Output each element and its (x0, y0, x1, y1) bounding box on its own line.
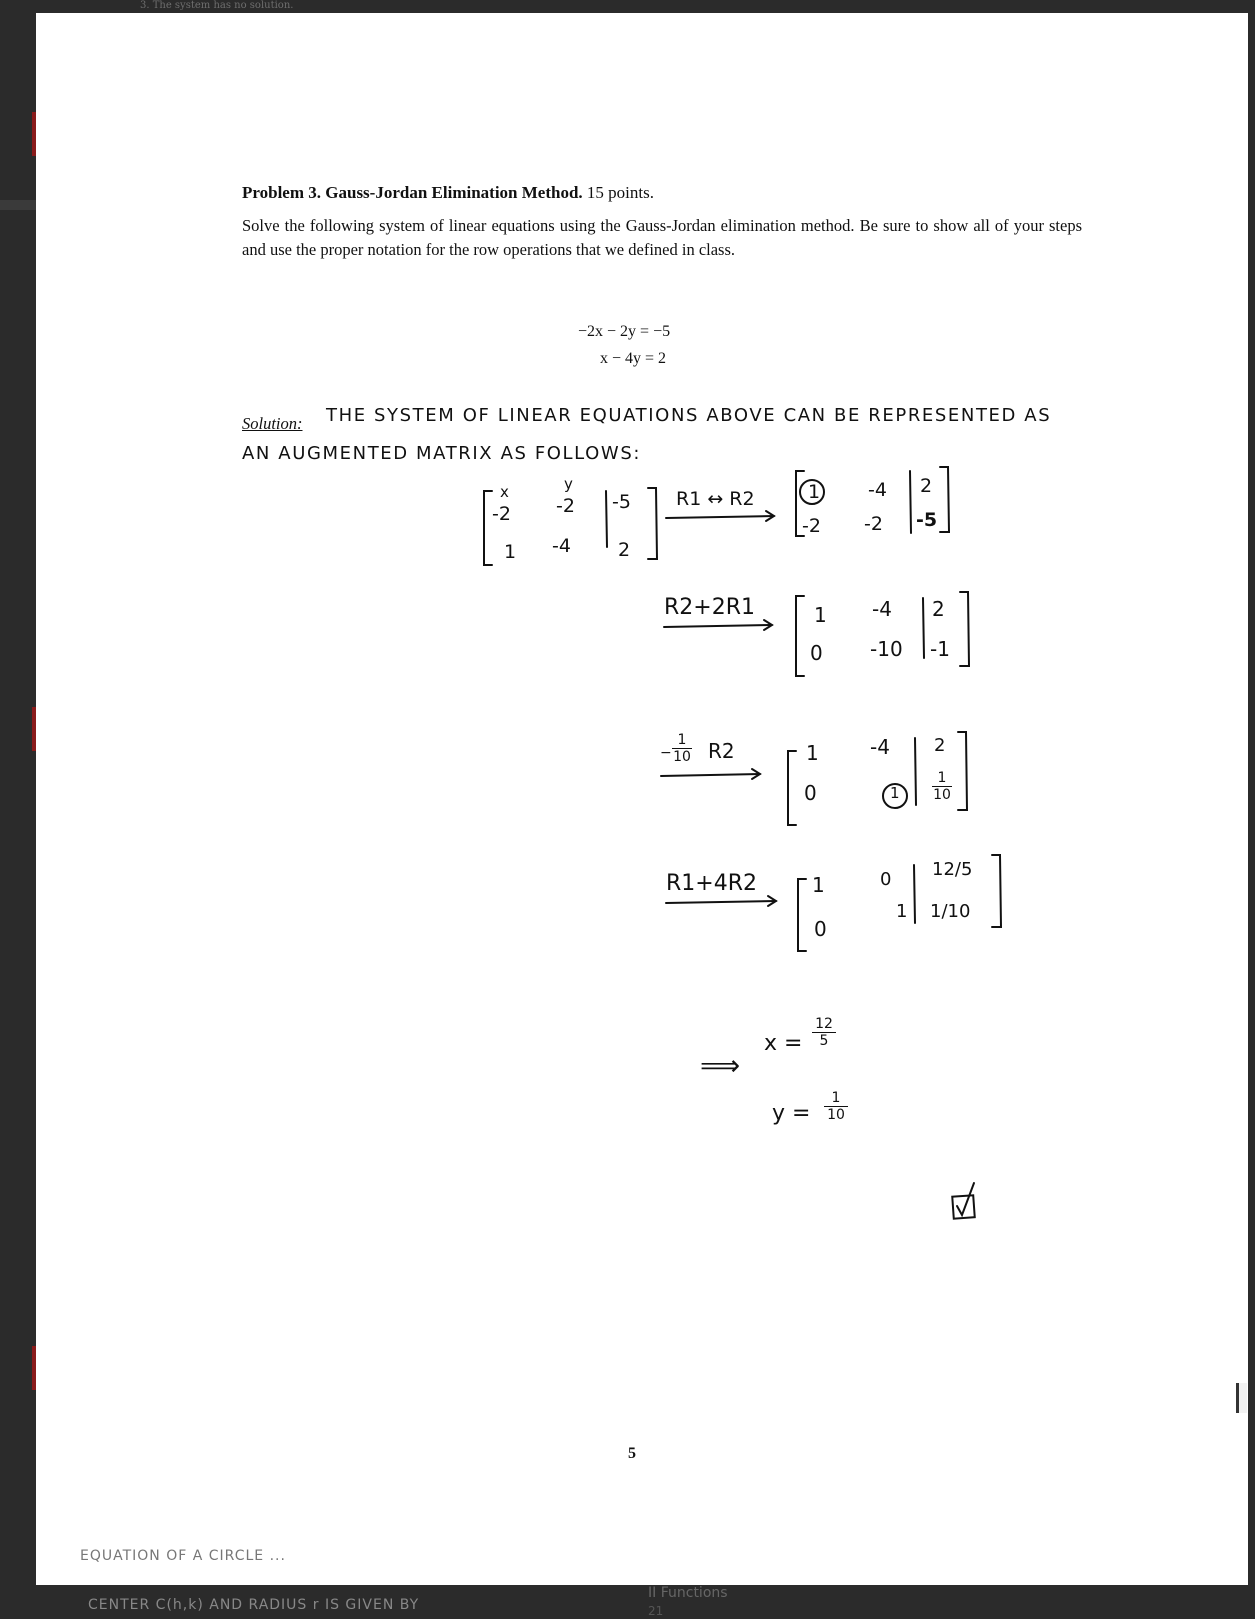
matrix1-divider (910, 471, 911, 533)
x-numerator: 12 (815, 1016, 833, 1032)
matrix4-cell: 1 (812, 873, 825, 897)
step3-operation-row: R2 (708, 739, 735, 763)
initial-matrix-cell: 2 (618, 539, 631, 561)
matrix4-left-bracket (798, 879, 806, 951)
x-denominator: 5 (819, 1033, 829, 1049)
matrix1-cell: -2 (802, 515, 821, 537)
y-numerator: 1 (831, 1090, 841, 1106)
matrix3-fraction-cell (932, 771, 952, 802)
matrix3-cell: 0 (804, 781, 817, 805)
matrix2-cell: -1 (930, 637, 950, 661)
matrix1-cell: 1 (808, 481, 821, 503)
step3-coefficient (672, 733, 692, 764)
step3-coefficient-denominator: 10 (673, 749, 691, 765)
problem-title: Gauss-Jordan Elimination Method. (325, 183, 583, 202)
equation-1: −2x − 2y = −5 (578, 323, 671, 340)
problem-number: Problem 3. (242, 183, 322, 202)
implies-arrow: ⟹ (700, 1049, 741, 1082)
handwritten-work (36, 13, 1248, 1585)
matrix3-cell: 2 (934, 735, 946, 756)
step2-arrow (664, 625, 772, 627)
matrix2-left-bracket (796, 596, 804, 676)
matrix3-fraction-denominator: 10 (933, 787, 951, 803)
matrix2-cell: -4 (872, 597, 892, 621)
initial-matrix-cell: 1 (504, 541, 517, 563)
equation-2: x − 4y = 2 (600, 350, 667, 367)
y-denominator: 10 (827, 1107, 845, 1123)
next-page-fragment: CENTER C(h,k) AND RADIUS r IS GIVEN BY (88, 1597, 420, 1613)
step4-arrow (666, 901, 776, 903)
document-page[interactable] (36, 13, 1248, 1585)
matrix2-divider (923, 598, 924, 658)
problem-instructions: Solve the following system of linear equations using the Gauss-Jordan elimination method. Be sure to show all of your steps and use the proper notation for the row operations that we defined in class. (242, 216, 1082, 259)
initial-matrix-divider (606, 491, 607, 547)
x-label: x = (764, 1031, 803, 1056)
initial-matrix-cell: -5 (612, 491, 631, 513)
matrix2-cell: -10 (870, 637, 903, 661)
x-value (812, 1017, 836, 1048)
next-page-fragment: II Functions (648, 1585, 728, 1601)
matrix1-cell: -2 (864, 513, 883, 535)
matrix4-right-bracket (992, 855, 1001, 927)
matrix4-divider (914, 865, 915, 923)
matrix4-cell: 12/5 (932, 859, 973, 880)
initial-matrix-right-bracket (648, 488, 657, 559)
matrix2-cell: 0 (810, 641, 823, 665)
step3-arrow (661, 774, 760, 776)
matrix4-cell: 0 (880, 869, 892, 890)
matrix1-cell: 2 (920, 475, 933, 497)
column-header-y: y (564, 475, 573, 493)
matrix3-fraction-numerator: 1 (937, 770, 947, 786)
initial-matrix-cell: -2 (556, 495, 575, 517)
step3-coefficient-numerator: 1 (677, 732, 687, 748)
matrix2-right-bracket (960, 592, 969, 666)
step3-sign: − (660, 745, 672, 761)
step1-arrow (666, 516, 774, 518)
matrix4-cell: 0 (814, 917, 827, 941)
matrix3-cell: -4 (870, 735, 890, 759)
previous-page-fragment: 3. The system has no solution. (140, 0, 294, 11)
matrix4-cell: 1 (896, 901, 908, 922)
matrix3-cell: 1 (890, 784, 900, 802)
matrix1-right-bracket (940, 467, 949, 532)
solution-label: Solution: (242, 414, 303, 433)
next-page-fragment: EQUATION OF A CIRCLE ... (80, 1548, 286, 1564)
solution-text-line-1: THE SYSTEM OF LINEAR EQUATIONS ABOVE CAN BE REPRESENTED AS (326, 405, 1052, 426)
column-header-x: x (500, 483, 509, 501)
y-label: y = (772, 1101, 811, 1126)
y-value (824, 1091, 848, 1122)
matrix3-right-bracket (958, 732, 967, 810)
next-page-fragment: 21 (648, 1604, 664, 1618)
checkbox-outline (952, 1195, 974, 1218)
matrix1-cell: -4 (868, 479, 887, 501)
matrix1-cell: -5 (916, 509, 938, 531)
solution-text-line-2: AN AUGMENTED MATRIX AS FOLLOWS: (242, 443, 642, 464)
initial-matrix-left-bracket (484, 491, 492, 565)
matrix4-cell: 1/10 (930, 901, 971, 922)
scrollbar-thumb[interactable] (1236, 1383, 1247, 1413)
step4-operation: R1+4R2 (666, 871, 757, 896)
matrix3-cell: 1 (806, 741, 819, 765)
initial-matrix-cell: -4 (552, 535, 571, 557)
check-mark-stroke (957, 1183, 974, 1215)
matrix3-divider (915, 738, 916, 805)
viewer-strip (0, 200, 36, 210)
matrix3-left-bracket (788, 751, 796, 825)
step2-operation: R2+2R1 (664, 595, 755, 620)
check-mark (986, 1193, 990, 1198)
problem-points: 15 points. (586, 183, 654, 202)
initial-matrix-cell: -2 (492, 503, 511, 525)
matrix2-cell: 2 (932, 597, 945, 621)
matrix2-cell: 1 (814, 603, 827, 627)
page-number: 5 (628, 1445, 636, 1462)
step1-operation: R1 ↔ R2 (676, 488, 755, 510)
